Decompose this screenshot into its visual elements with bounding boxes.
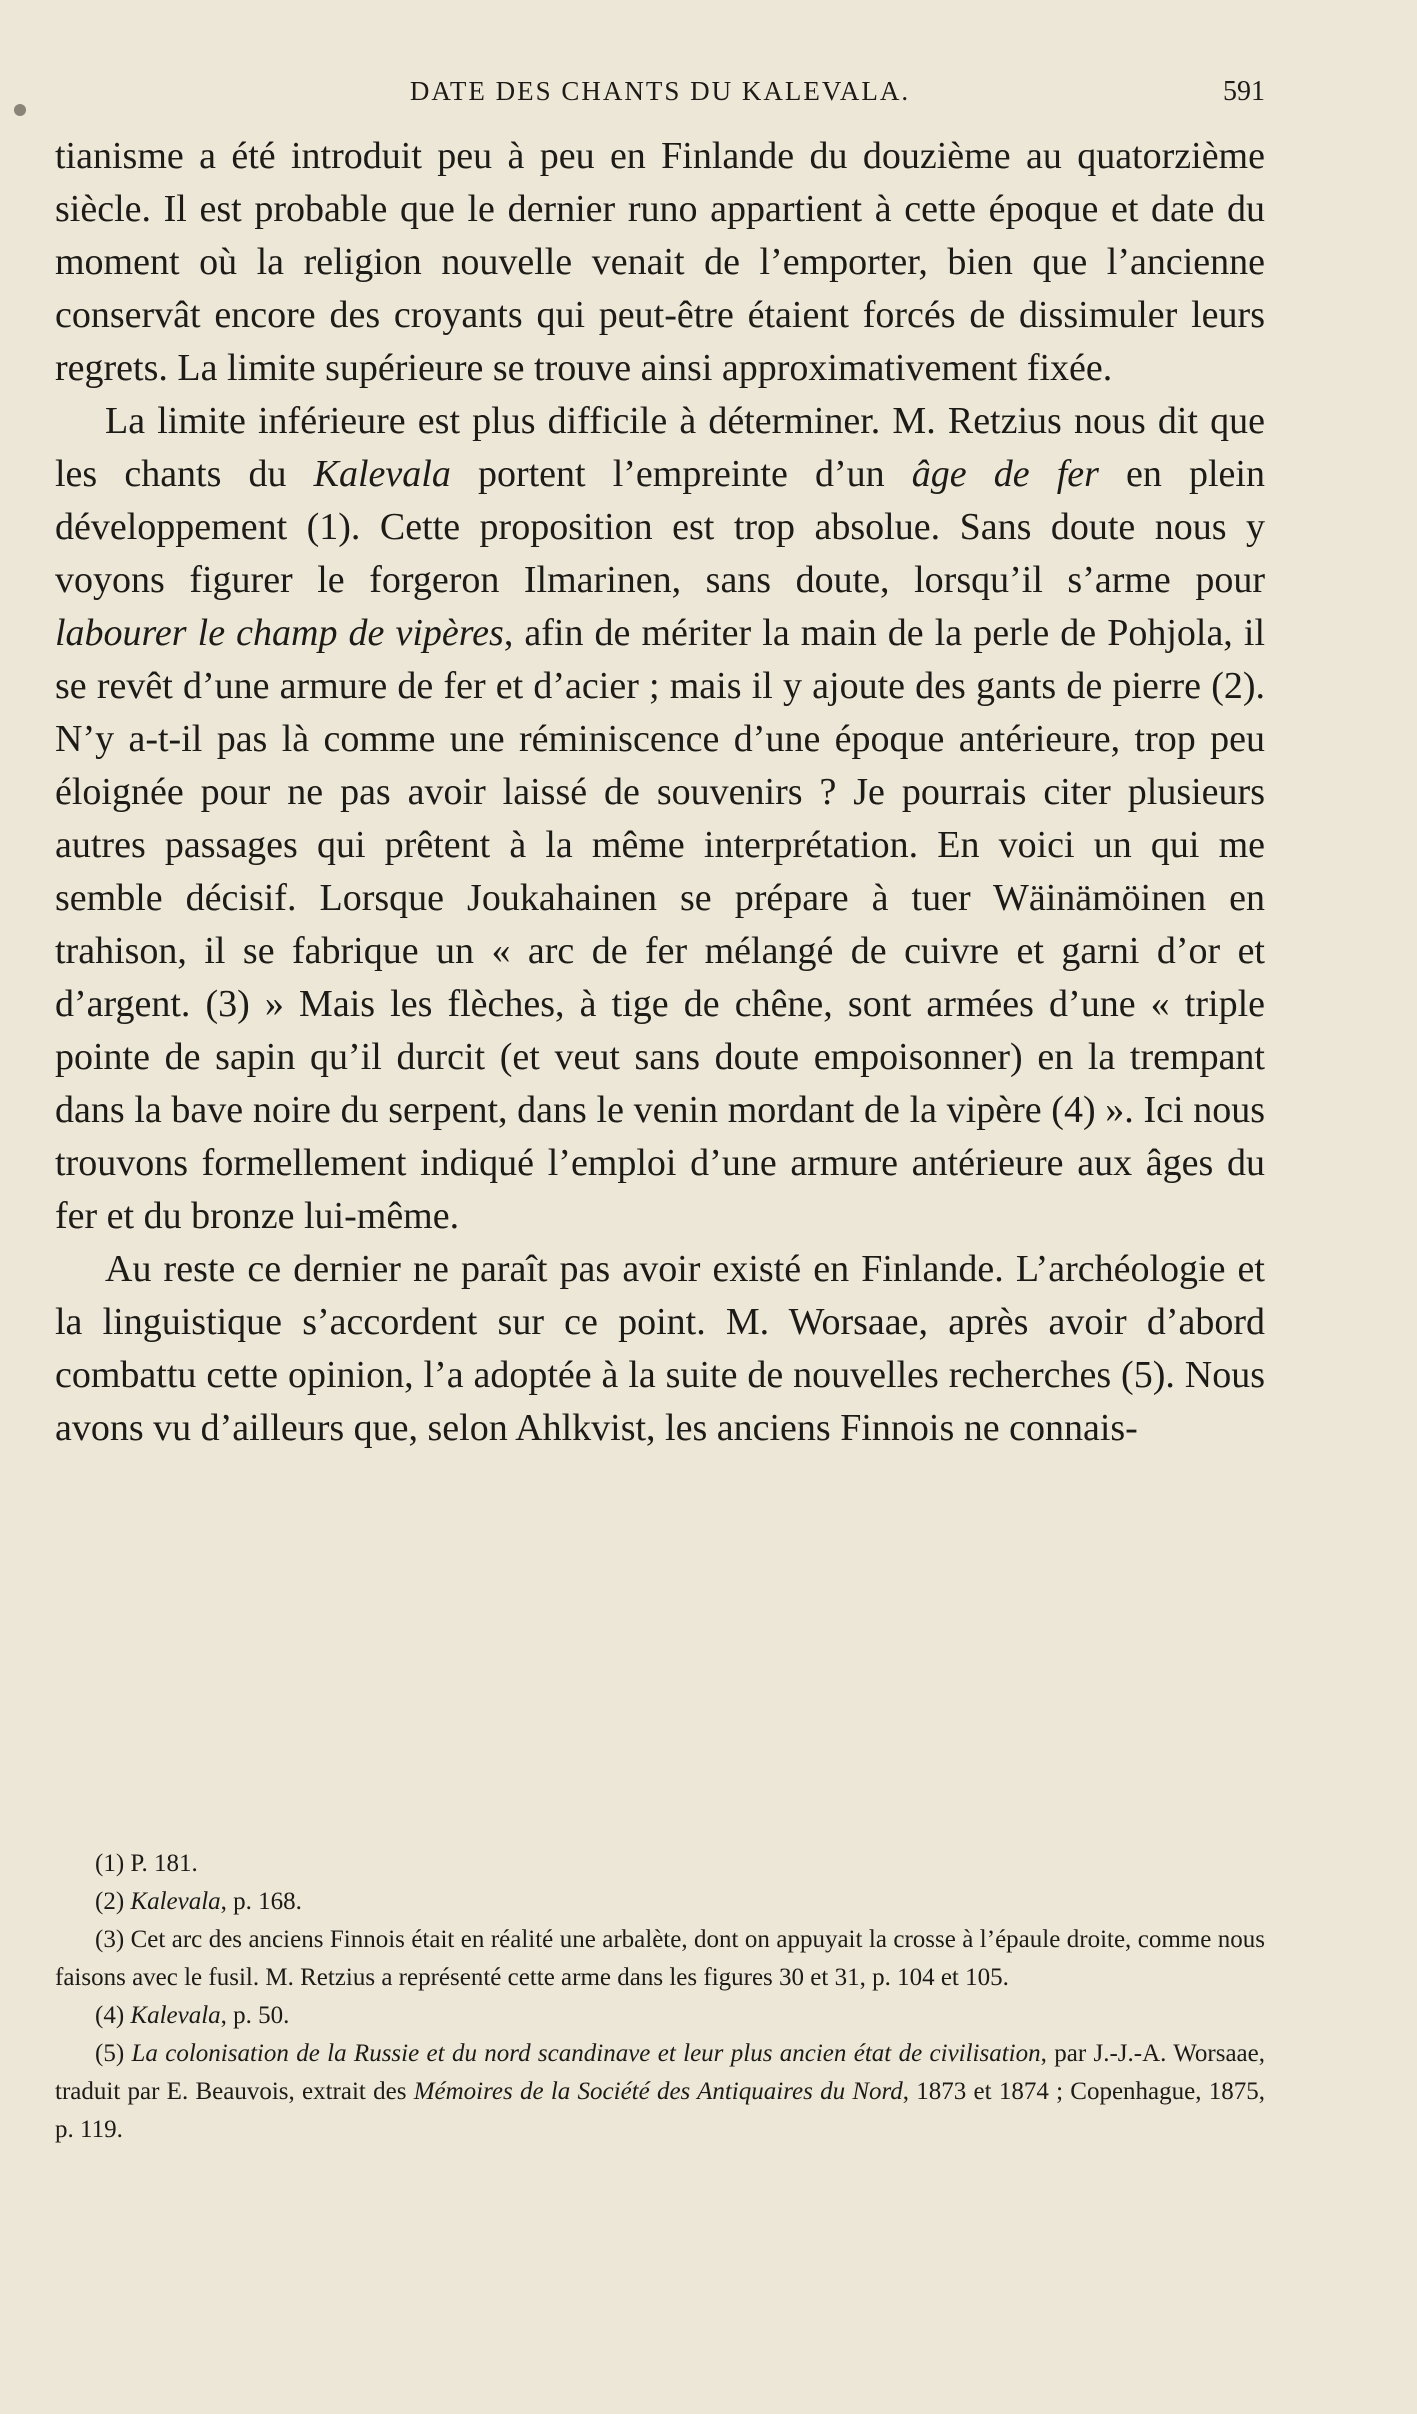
p2-text-1: La limite inférieure est plus difficile à déterminer. M. Retzius nous dit que les chants du <box>55 400 1265 495</box>
footnote-4 <box>55 1997 1265 2035</box>
paragraph-3: Au reste ce dernier ne paraît pas avoir existé en Finlande. L’archéologie et la linguistique s’accordent sur ce point. M. Worsaae, après avoir d’abord combattu cette opinion, l’a adoptée à la suite de nouvelles recherches (5). Nous avons vu d’ailleurs que, selon Ahlkvist, les anciens Finnois ne connais- <box>55 1248 1265 1449</box>
fn2-rest: , p. 168. <box>220 1888 302 1915</box>
footnotes <box>55 1845 1265 2149</box>
fn2-title: Kalevala <box>130 1888 221 1915</box>
fn5-num: (5) <box>95 2040 132 2067</box>
footnote-2 <box>55 1883 1265 1921</box>
p2-text-3: en plein développement (1). Cette proposition est trop absolue. Sans doute nous y voyons figurer le forgeron Ilmarinen, sans doute, lorsqu’il s’arme pour <box>55 453 1265 601</box>
p2-kalevala: Kalevala <box>313 453 451 495</box>
p2-labourer: labourer le champ de vipères <box>55 612 504 654</box>
paragraph-2 <box>55 395 1265 1243</box>
p2-text-4: , afin de mériter la main de la perle de Pohjola, il se revêt d’une armure de fer et d’acier ; mais il y ajoute des gants de pierre (2). N’y a-t-il pas là comme une réminiscence d’une époque antérieure, trop peu éloignée pour ne pas avoir laissé de souvenirs ? Je pourrais citer plusieurs autres passages qui prêtent à la même interprétation. En voici un qui me semble décisif. Lorsque Joukahainen se prépare à tuer Wäinämöinen en trahison, il se fabrique un « arc de fer mélangé de cuivre et garni d’or et d’argent. (3) » Mais les flèches, à tige de chêne, sont armées d’une « triple pointe de sapin qu’il durcit (et veut sans doute empoisonner) en la trempant dans la bave noire du serpent, dans le venin mordant de la vipère (4) ». Ici nous trouvons formellement indiqué l’emploi d’une armure antérieure aux âges du fer et du bronze lui-même. <box>55 612 1265 1237</box>
fn5-mid: , par J.-J.-A. Worsaae, traduit par E. Beauvois, extrait des <box>55 2040 1265 2105</box>
footnote-3: (3) Cet arc des anciens Finnois était en réalité une arbalète, dont on appuyait la crosse à l’épaule droite, comme nous faisons avec le fusil. M. Retzius a représenté cette arme dans les figures 30 et 31, p. 104 et 105. <box>55 1926 1265 1991</box>
margin-dot <box>14 104 26 116</box>
main-text <box>55 130 1265 1455</box>
page-number: 591 <box>1223 76 1265 107</box>
fn2-num: (2) <box>95 1888 131 1915</box>
paragraph-1: tianisme a été introduit peu à peu en Finlande du douzième au quatorzième siècle. Il est probable que le dernier runo appartient à cette époque et date du moment où la religion nouvelle venait de l’emporter, bien que l’ancienne conservât encore des croyants qui peut-être étaient forcés de dissimuler leurs regrets. La limite supérieure se trouve ainsi approximativement fixée. <box>55 135 1265 389</box>
footnote-5 <box>55 2035 1265 2149</box>
footnote-1: (1) P. 181. <box>95 1850 198 1877</box>
fn5-rest: , 1873 et 1874 ; Copenhague, 1875, p. 119. <box>55 2078 1265 2143</box>
fn5-title: La colonisation de la Russie et du nord scandinave et leur plus ancien état de civilisation <box>131 2040 1041 2067</box>
page-header <box>55 70 1265 110</box>
p2-age-de-fer: âge de fer <box>911 453 1099 495</box>
fn4-title: Kalevala <box>130 2002 221 2029</box>
running-title: DATE DES CHANTS DU KALEVALA. <box>409 76 911 106</box>
p2-text-2: portent l’empreinte d’un <box>450 453 912 495</box>
fn4-rest: , p. 50. <box>220 2002 290 2029</box>
fn5-memoires: Mémoires de la Société des Antiquaires du Nord <box>413 2078 903 2105</box>
fn4-num: (4) <box>95 2002 131 2029</box>
